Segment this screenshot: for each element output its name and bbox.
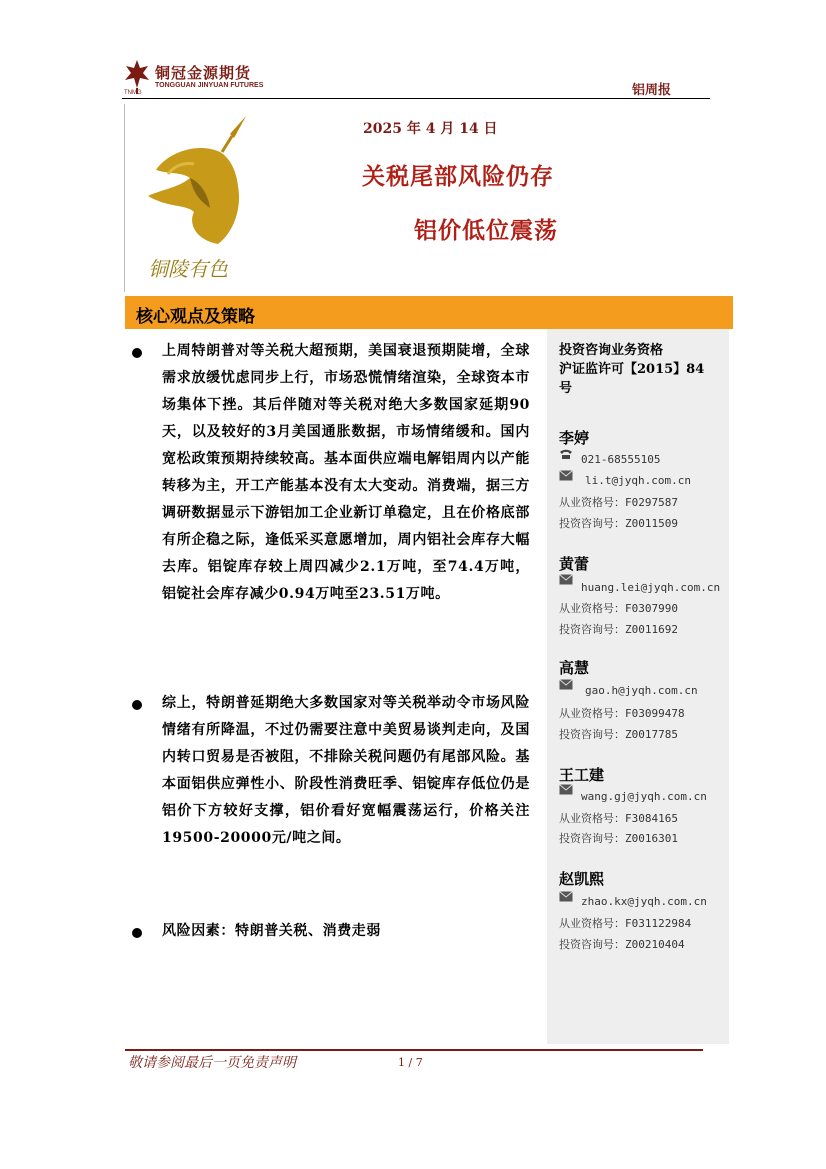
analyst-name: 黄蕾 — [559, 555, 590, 573]
cover-left-rule — [124, 104, 125, 292]
bullet-paragraph-1: 上周特朗普对等关税大超预期，美国衰退预期陡增，全球需求放缓忧虑同步上行，市场恐慌情绪渲染，全球资本市场集体下挫。其后伴随对等关税对绝大多数国家延期90天，以及较好的3月美国通胀数据，市场情绪缓和。国内宽松政策预期持续较高。基本面供应端电解铝周内以产能转移为主，开工产能基本没有太大变动。消费端，据三方调研数据显示下游铝加工企业新订单稳定，且在价格底部有所企稳之际，逢低采买意愿增加，周内铝社会库存大幅去库。铝锭库存较上周四减少2.1万吨，至74.4万吨，铝锭社会库存减少0.94万吨至23.51万吨。 — [162, 343, 530, 602]
bullet-paragraph-3: 风险因素：特朗普关税、消费走弱 — [162, 923, 381, 939]
email-icon — [559, 679, 573, 690]
bullet-icon — [132, 348, 142, 358]
phone-icon — [559, 449, 573, 460]
analyst-sidebar — [547, 329, 729, 1044]
analyst-cert: 从业资格号：F3084165 — [559, 812, 678, 825]
bullet-icon — [132, 700, 142, 710]
core-views-body — [126, 329, 546, 1044]
page-number: 1 / 7 — [398, 1056, 423, 1069]
report-title-line2: 铝价低位震荡 — [414, 217, 558, 244]
footer-disclaimer: 敬请参阅最后一页免责声明 — [128, 1055, 296, 1071]
analyst-advisory: 投资咨询号：Z0017785 — [559, 728, 678, 741]
report-title-line1: 关税尾部风险仍存 — [362, 163, 554, 190]
analyst-cert: 从业资格号：F03099478 — [559, 707, 685, 720]
analyst-name: 王工建 — [559, 766, 605, 784]
header-divider — [122, 98, 710, 99]
report-type-label: 铝周报 — [632, 83, 672, 98]
bullet-paragraph-2: 综上，特朗普延期绝大多数国家对等关税举动令市场风险情绪有所降温，不过仍需要注意中美贸易谈判走向，及国内转口贸易是否被阻，不排除关税问题仍有尾部风险。基本面铝供应弹性小、阶段性消费旺季、铝锭库存低位仍是铝价下方较好支撑，铝价看好宽幅震荡运行，价格关注19500-20000元/吨之间。 — [162, 695, 530, 846]
email-icon — [559, 784, 573, 795]
emblem-icon — [138, 112, 260, 288]
analyst-email[interactable]: huang.lei@jyqh.com.cn — [581, 581, 721, 594]
analyst-advisory: 投资咨询号：Z0011509 — [559, 517, 678, 530]
analyst-cert: 从业资格号：F031122984 — [559, 917, 692, 930]
analyst-name: 赵凯熙 — [559, 870, 605, 888]
analyst-name: 李婷 — [559, 429, 590, 447]
analyst-email[interactable]: li.t@jyqh.com.cn — [585, 474, 691, 487]
analyst-email[interactable]: wang.gj@jyqh.com.cn — [581, 790, 707, 803]
report-date: 2025 年 4 月 14 日 — [363, 121, 498, 137]
email-icon — [559, 470, 573, 481]
footer-divider — [125, 1049, 703, 1051]
brand-name-en: TONGGUAN JINYUAN FUTURES — [155, 82, 264, 89]
svg-text:铜陵有色: 铜陵有色 — [148, 257, 228, 281]
analyst-cert: 从业资格号：F0307990 — [559, 602, 678, 615]
brand-name-cn: 铜冠金源期货 — [155, 64, 252, 82]
bullet-icon — [132, 928, 142, 938]
analyst-advisory: 投资咨询号：Z0016301 — [559, 832, 678, 845]
analyst-advisory: 投资咨询号：Z0011692 — [559, 623, 678, 636]
analyst-phone: 021-68555105 — [581, 453, 661, 466]
qualification-text: 投资咨询业务资格 沪证监许可【2015】84 号 — [559, 343, 705, 396]
analyst-name: 高慧 — [559, 659, 590, 677]
analyst-cert: 从业资格号：F0297587 — [559, 496, 678, 509]
analyst-email[interactable]: gao.h@jyqh.com.cn — [585, 684, 698, 697]
email-icon — [559, 574, 573, 585]
analyst-advisory: 投资咨询号：Z00210404 — [559, 938, 685, 951]
analyst-email[interactable]: zhao.kx@jyqh.com.cn — [581, 895, 707, 908]
brand-abbr: TNMG — [124, 90, 142, 96]
section-title: 核心观点及策略 — [136, 307, 255, 327]
email-icon — [559, 891, 573, 902]
